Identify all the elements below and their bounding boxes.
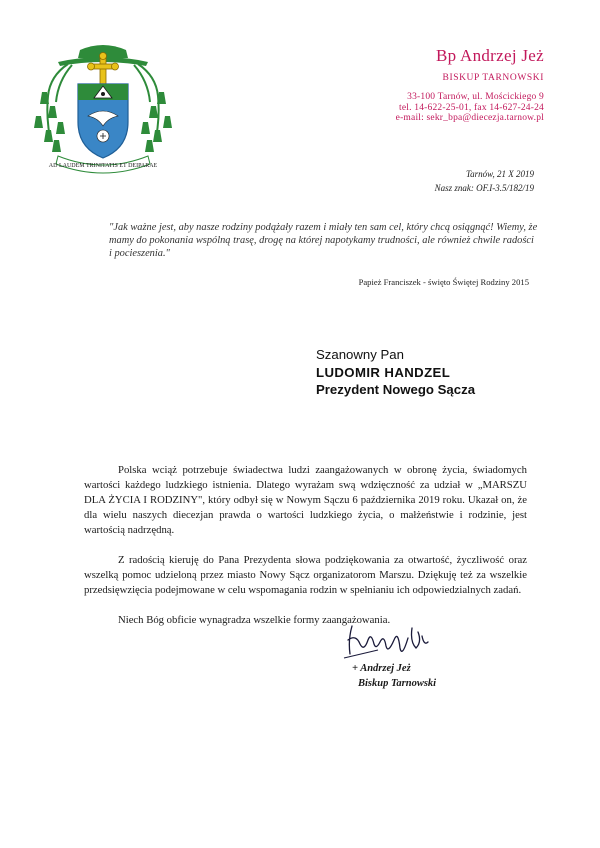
addressee-position: Prezydent Nowego Sącza [316, 382, 476, 397]
sender-title: BISKUP TARNOWSKI [442, 73, 544, 83]
body-paragraph: Niech Bóg obficie wynagradza wszelkie formy zaangażowania. [118, 614, 391, 626]
sender-phone-fax: tel. 14-622-25-01, fax 14-627-24-24 [399, 102, 544, 113]
sender-name: Bp Andrzej Jeż [435, 46, 544, 65]
addressee-block [316, 346, 475, 399]
letterhead [396, 46, 544, 124]
sender-email: e-mail: sekr_bpa@diecezja.tarnow.pl [395, 113, 544, 123]
sender-address: 33-100 Tarnów, ul. Mościckiego 9 [407, 92, 544, 102]
quote-source: Papież Franciszek - święto Świętej Rodziny 2015 [358, 277, 529, 287]
motto-ribbon: AD LAUDEM TRINITATIS ET DEIPARAE [48, 163, 158, 169]
epigraph-quote: "Jak ważne jest, aby nasze rodziny podążały razem i miały ten sam cel, który chcą osiągnąć! Wiemy, że mamy do pokonania wspólną trasę, drogę na której napotykamy trudności, ale również chwile radości i pocieszenia." [109, 222, 538, 259]
salutation: Szanowny Pan [316, 347, 404, 362]
addressee-name: LUDOMIR HANDZEL [316, 364, 451, 380]
date-reference [435, 167, 534, 195]
letter-body [84, 463, 527, 628]
episcopal-coat-of-arms-icon [28, 36, 178, 176]
handwritten-signature [338, 618, 438, 664]
body-paragraph: Polska wciąż potrzebuje świadectwa ludzi zaangażowanych w obronę życia, świadomych wartości każdego ludzkiego istnienia. Dlatego wyrażam swą wdzięczność za udział w „MARSZU DLA ŻYCIA I RODZINY", który odbył się w Nowym Sączu 6 października 2019 roku. Ukazał on, że dla wielu naszych diecezjan prawda o wartości ludzkiego życia, o małżeństwie i rodzinie, jest wartością nadrzędną. [84, 464, 527, 536]
signatory-name: + Andrzej Jeż [352, 663, 411, 674]
signatory-title: Biskup Tarnowski [358, 678, 437, 689]
body-paragraph: Z radością kieruję do Pana Prezydenta słowa podziękowania za otwartość, życzliwość oraz wszelką pomoc udzieloną przez miasto Nowy Sącz organizatorom Marszu. Dziękuję też za wszelkie przedsięwzięcia podejmowane w celu wspomagania rodzin w spełnianiu ich odpowiedzialnych zadań. [84, 554, 527, 596]
sender-address-block [396, 92, 544, 124]
letter-date: Tarnów, 21 X 2019 [465, 169, 534, 179]
reference-number: Nasz znak: OF.I-3.5/182/19 [434, 183, 534, 193]
signature-block [352, 661, 436, 691]
